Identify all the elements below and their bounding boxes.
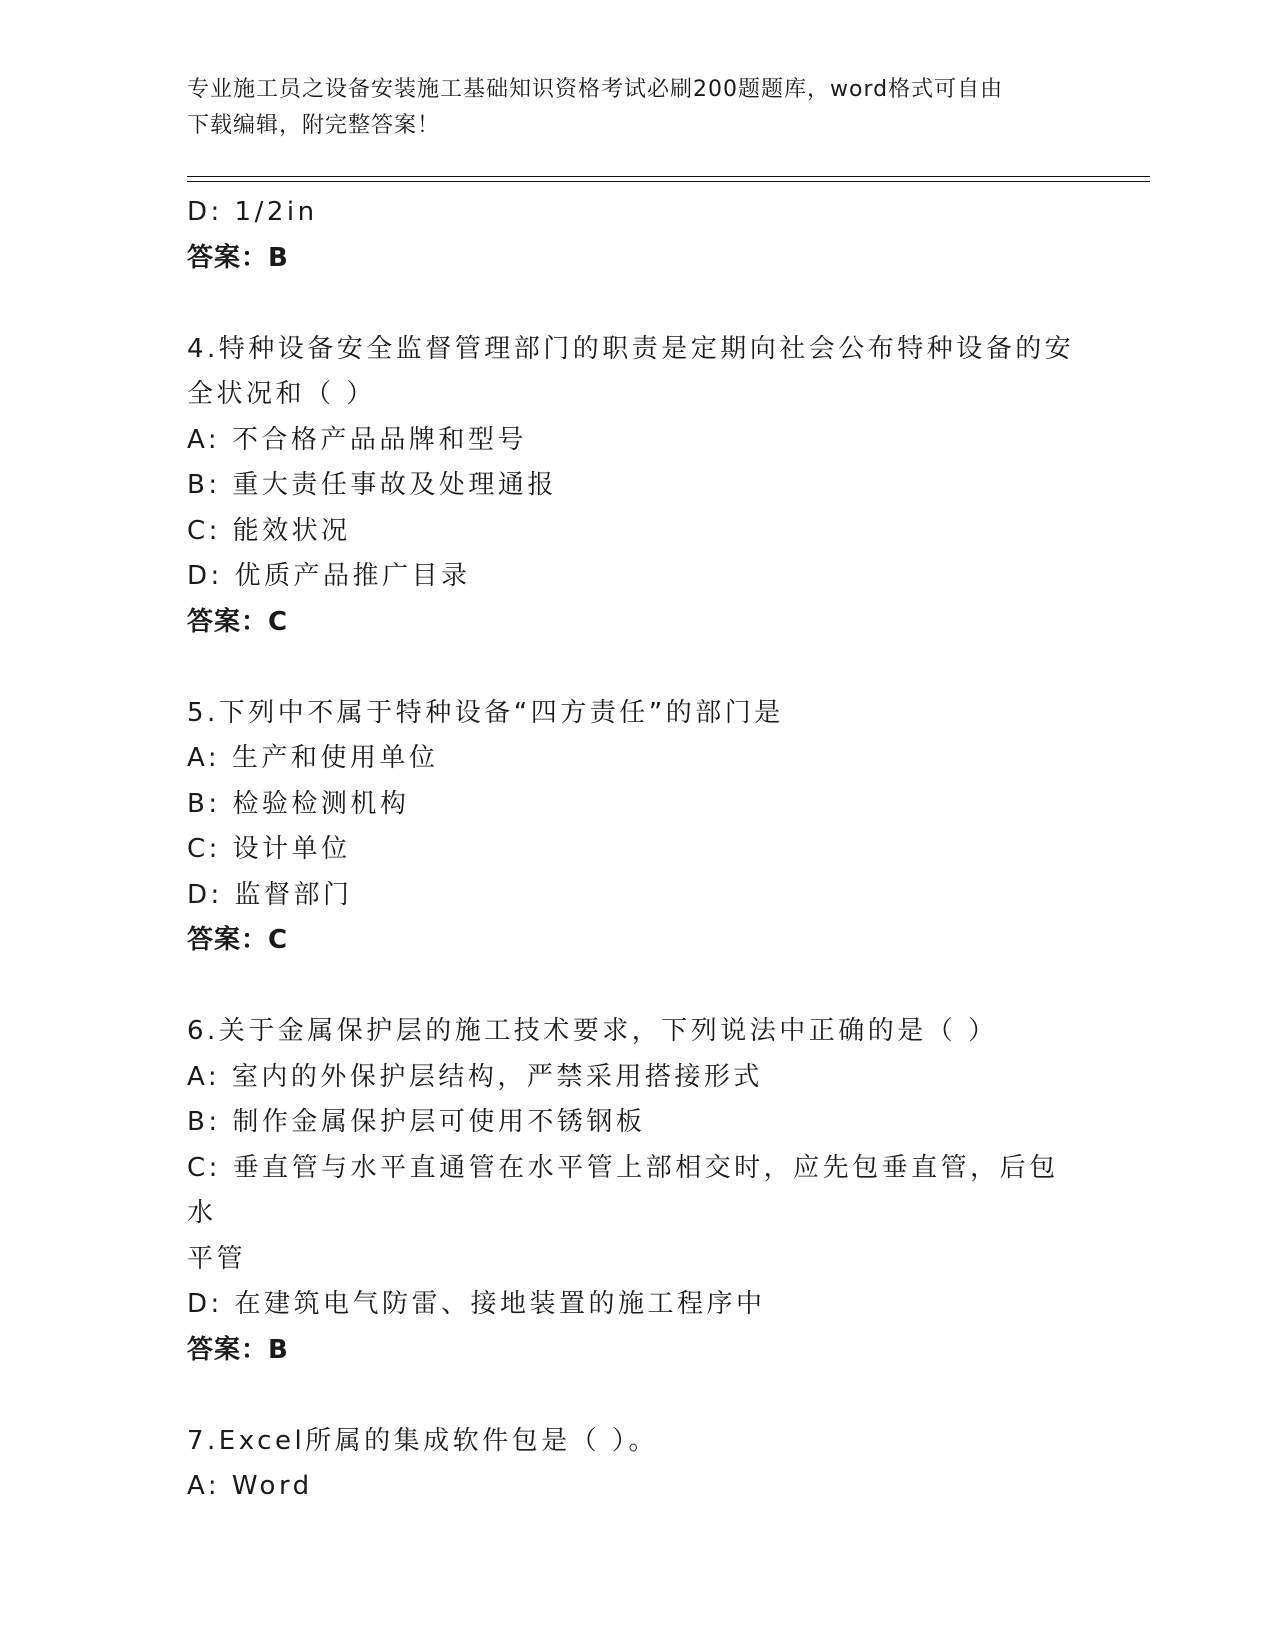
header-title-line-1: 专业施工员之设备安装施工基础知识资格考试必刷200题题库，word格式可自由 [187,77,1004,102]
option-d: D: 监督部门 [187,879,353,910]
spacer [187,645,1087,691]
answer-line: 答案：C [187,925,289,955]
option-b: B: 重大责任事故及处理通报 [187,470,557,500]
option-d: D: 在建筑电气防雷、接地装置的施工程序中 [187,1289,766,1319]
header-title-line-2: 下载编辑，附完整答案！ [187,113,441,138]
answer-line: 答案：C [187,606,289,637]
question-7 [187,1419,1087,1510]
option-d: D: 1/2in [187,197,318,227]
answer-line: 答案：B [187,1334,289,1365]
page-header [187,72,1067,144]
option-a: A: Word [187,1471,313,1501]
option-b: B: 检验检测机构 [187,788,410,819]
option-a: A: 生产和使用单位 [187,743,439,773]
previous-question-tail [187,190,1087,281]
answer-line: 答案：B [187,242,289,273]
option-c-continued: 平管 [187,1243,247,1274]
question-4 [187,327,1087,646]
option-b: B: 制作金属保护层可使用不锈钢板 [187,1107,646,1137]
question-stem-continued: 全状况和（ ） [187,379,376,409]
option-c: C: 设计单位 [187,834,351,864]
question-5 [187,691,1087,964]
question-stem: 4.特种设备安全监督管理部门的职责是定期向社会公布特种设备的安 [187,333,1075,364]
option-a: A: 不合格产品品牌和型号 [187,424,527,455]
spacer [187,281,1087,327]
question-content [187,190,1087,1510]
question-stem: 6.关于金属保护层的施工技术要求，下列说法中正确的是（ ） [187,1016,998,1046]
spacer [187,1373,1087,1419]
spacer [187,964,1087,1010]
option-c: C: 垂直管与水平直通管在水平管上部相交时，应先包垂直管，后包水 [187,1152,1059,1228]
header-divider [187,176,1150,182]
question-stem: 7.Excel所属的集成软件包是（ ）。 [187,1425,658,1456]
question-6 [187,1009,1087,1373]
option-a: A: 室内的外保护层结构，严禁采用搭接形式 [187,1061,763,1092]
question-stem: 5.下列中不属于特种设备“四方责任”的部门是 [187,697,784,728]
option-c: C: 能效状况 [187,515,351,546]
option-d: D: 优质产品推广目录 [187,561,471,591]
